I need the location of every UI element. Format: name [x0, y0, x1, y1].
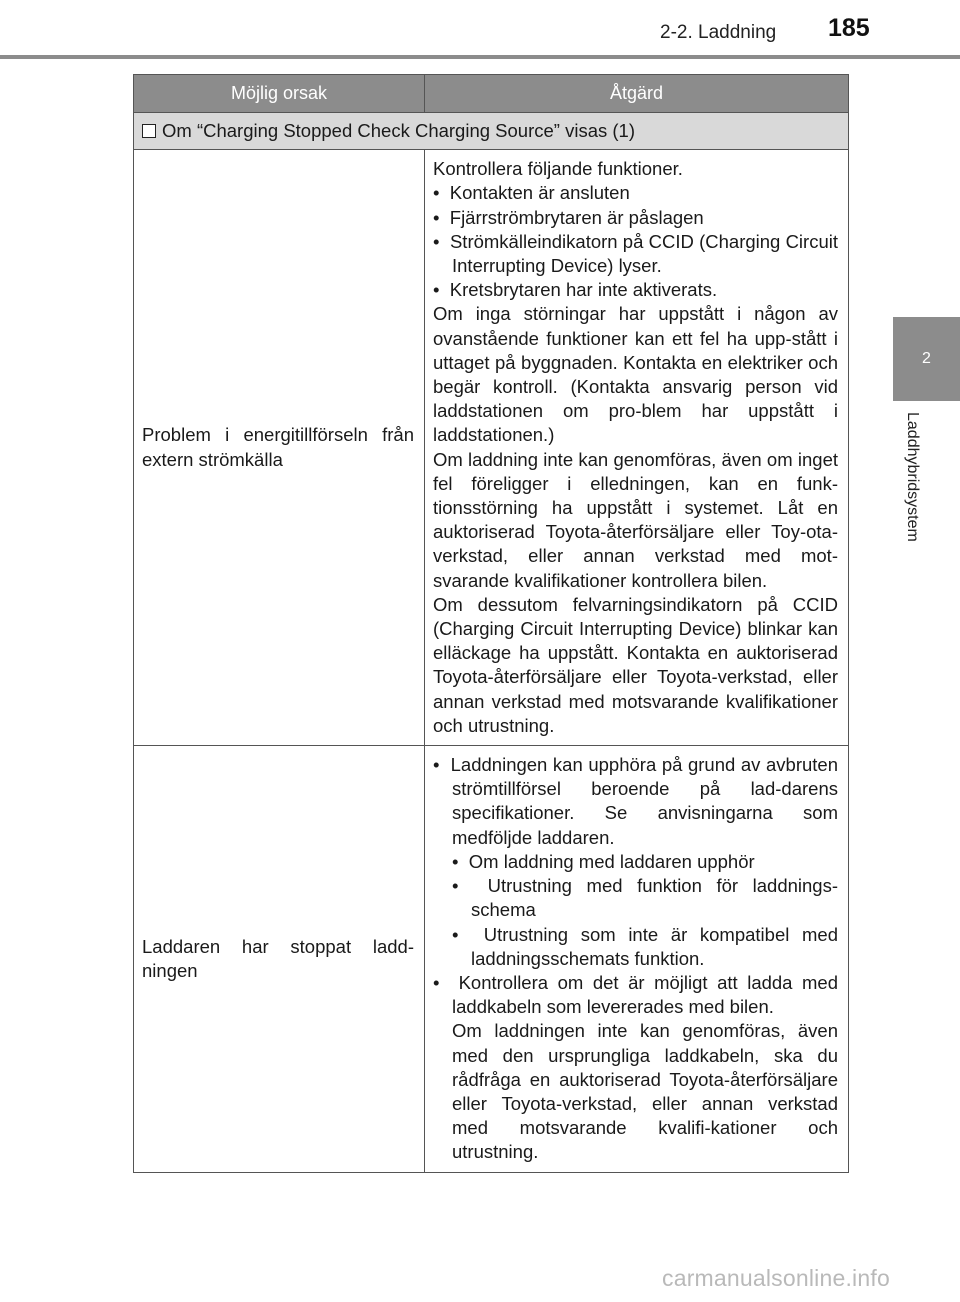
troubleshooting-table	[133, 74, 849, 1173]
bullet-item: • Laddningen kan upphöra på grund av avbruten strömtillförsel beroende på lad-darens specifikationer. Se anvisningarna som medföljde laddaren.	[433, 754, 838, 848]
group-row	[134, 113, 849, 150]
column-header-action: Åtgärd	[425, 75, 849, 113]
chapter-tab	[893, 317, 960, 401]
header-rule	[0, 55, 960, 59]
table-header-row	[134, 75, 849, 113]
group-label: Om “Charging Stopped Check Charging Source” visas (1)	[162, 120, 635, 141]
action-paragraph: Om dessutom felvarningsindikatorn på CCID (Charging Circuit Interrupting Device) blinkar kan elläckage ha uppstått. Kontakta en auktoriserad Toyota-återförsäljare eller Toyota-verkstad, eller annan verkstad med motsvarande kvalifikationer och utrustning.	[433, 593, 838, 736]
sub-bullet-item: • Om laddning med laddaren upphör	[452, 850, 755, 872]
table-row	[134, 746, 849, 1172]
chapter-title: Laddhybridsystem	[904, 412, 921, 542]
page-number: 185	[828, 14, 870, 42]
action-intro: Kontrollera följande funktioner.	[433, 158, 683, 180]
chapter-number: 2	[922, 350, 931, 367]
watermark: carmanualsonline.info	[662, 1265, 890, 1291]
bullet-item: • Fjärrströmbrytaren är påslagen	[433, 206, 704, 228]
table-row	[134, 150, 849, 746]
bullet-item: • Kontakten är ansluten	[433, 182, 630, 204]
cause-cell: Laddaren har stoppat ladd-ningen	[134, 746, 425, 1172]
action-cell	[425, 150, 849, 746]
group-cell	[134, 113, 849, 150]
action-paragraph: Om laddning inte kan genomföras, även om inget fel föreligger i elledningen, kan en funk-tionsstörning ha uppstått i systemet. Låt en auktoriserad Toyota-återförsäljare eller Toy-ota-verkstad, eller annan verkstad med mot-svarande kvalifikationer kontrollera bilen.	[433, 448, 838, 591]
bullet-item: • Kretsbrytaren har inte aktiverats.	[433, 279, 718, 301]
cause-cell: Problem i energitillförseln från extern strömkälla	[134, 150, 425, 746]
action-paragraph: Om inga störningar har uppstått i någon av ovanstående funktioner kan ett fel ha upp-stått i uttaget på byggnaden. Kontakta en elektriker och begär kontroll. (Kontakta ansvarig person vid laddstationen om pro-blem har uppstått i laddstationen.)	[433, 303, 838, 446]
checkbox-square-icon	[142, 124, 156, 138]
column-header-cause: Möjlig orsak	[134, 75, 425, 113]
action-cell	[425, 746, 849, 1172]
bullet-item: • Strömkälleindikatorn på CCID (Charging Circuit Interrupting Device) lyser.	[433, 230, 838, 277]
sub-bullet-item: • Utrustning med funktion för laddnings-schema	[452, 875, 838, 921]
bullet-continuation: Om laddningen inte kan genomföras, även med den ursprungliga laddkabeln, ska du rådfråga en auktoriserad Toyota-återförsäljare eller Toyota-verkstad, eller annan verkstad med motsvarande kvalifi-kationer och utrustning.	[452, 1020, 838, 1163]
section-title: 2-2. Laddning	[660, 22, 777, 43]
bullet-item: • Kontrollera om det är möjligt att ladda med laddkabeln som levererades med bilen.	[433, 971, 839, 1018]
sub-bullet-item: • Utrustning som inte är kompatibel med laddningsschemats funktion.	[452, 923, 838, 969]
